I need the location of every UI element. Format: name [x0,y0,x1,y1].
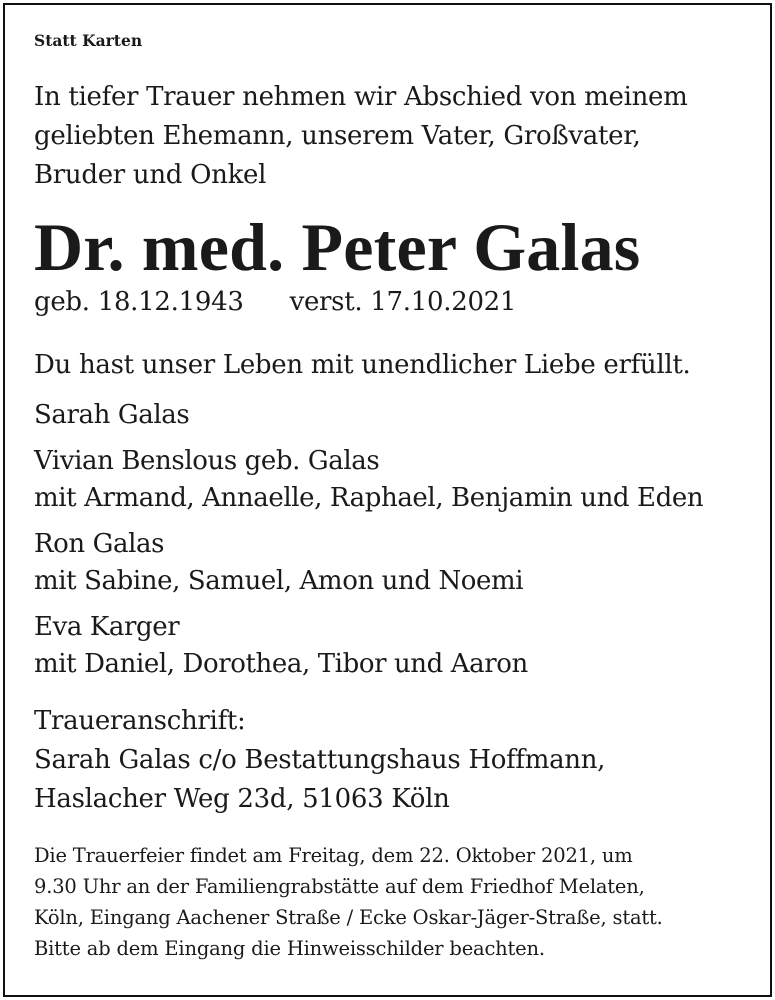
address-line: Haslacher Weg 23d, 51063 Köln [34,784,450,814]
address-line: Sarah Galas c/o Bestattungshaus Hoffmann, [34,745,606,775]
address-label: Traueranschrift: [34,706,246,736]
family-entry [34,397,189,434]
deceased-name: Dr. med. Peter Galas [34,209,641,285]
death-date: verst. 17.10.2021 [289,287,517,317]
intro-line: geliebten Ehemann, unserem Vater, Großvater, [34,121,641,151]
family-member-relatives: mit Daniel, Dorothea, Tibor und Aaron [34,649,528,679]
header-note: Statt Karten [34,31,143,50]
family-entry [34,443,703,517]
intro-line: Bruder und Onkel [34,160,267,190]
motto: Du hast unser Leben mit unendlicher Liebe erfüllt. [34,350,691,380]
family-entry [34,609,528,683]
family-member-name: Ron Galas [34,529,165,559]
family-member-relatives: mit Armand, Annaelle, Raphael, Benjamin und Eden [34,483,704,513]
notice-line: Die Trauerfeier findet am Freitag, dem 22. Oktober 2021, um [34,844,633,867]
notice-line: 9.30 Uhr an der Familiengrabstätte auf dem Friedhof Melaten, [34,875,645,898]
family-member-name: Eva Karger [34,612,180,642]
family-member-relatives: mit Sabine, Samuel, Amon und Noemi [34,566,524,596]
birth-date: geb. 18.12.1943 [34,287,244,317]
funeral-notice [34,840,663,964]
notice-line: Bitte ab dem Eingang die Hinweisschilder beachten. [34,937,545,960]
life-dates [34,284,516,320]
intro-text [34,78,688,195]
mourning-address [34,702,605,819]
intro-line: In tiefer Trauer nehmen wir Abschied von meinem [34,82,688,112]
family-entry [34,526,523,600]
family-member-name: Sarah Galas [34,400,190,430]
family-member-name: Vivian Benslous geb. Galas [34,446,380,476]
notice-line: Köln, Eingang Aachener Straße / Ecke Oskar-Jäger-Straße, statt. [34,906,663,929]
